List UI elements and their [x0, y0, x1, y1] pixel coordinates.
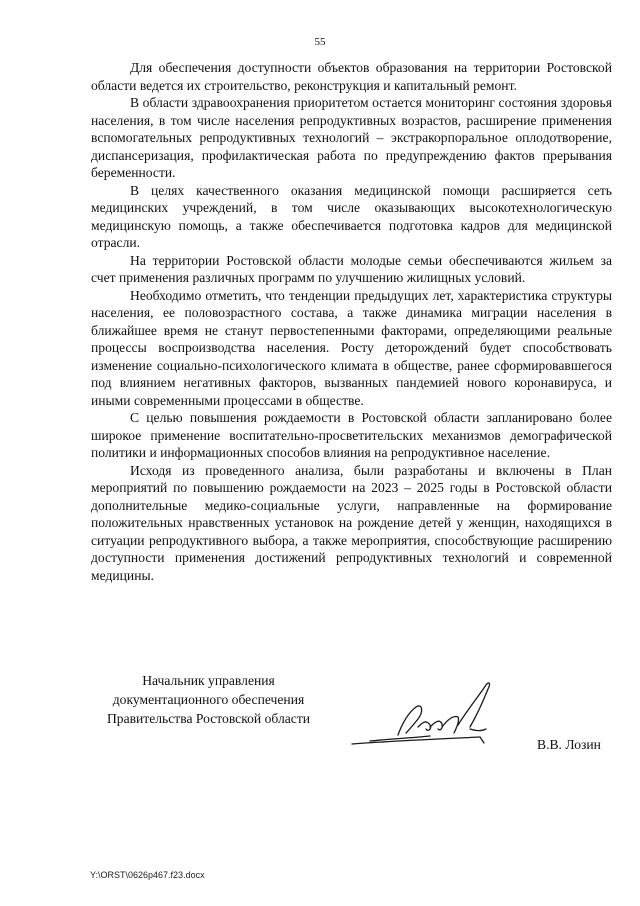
signatory-name: В.В. Лозин	[537, 737, 601, 752]
signatory-title-line: Начальник управления	[142, 673, 275, 688]
paragraph: Для обеспечения доступности объектов образования на территории Ростовской области ведется их строительство, реконструкция и капитальный ремонт.	[91, 60, 612, 93]
paragraph: На территории Ростовской области молодые семьи обеспечиваются жильем за счет применения различных программ по улучшению жилищных условий.	[91, 252, 612, 285]
paragraph: В области здравоохранения приоритетом остается мониторинг состояния здоровья населения, в том числе населения репродуктивных возрастов, расширение применения вспомогательных репродуктивных технологий – экстракорпоральное оплодотворение, диспансеризация, профилактическая работа по предупреждению фактов прерывания беременности.	[91, 95, 612, 180]
signatory-title-line: Правительства Ростовской области	[106, 710, 311, 726]
paragraph: Необходимо отметить, что тенденции предыдущих лет, характеристика структуры населения, ее половозрастного состава, а также динамика миграции населения в ближайшее время не станут первостепенными факторами, определяющими реальные процессы воспроизводства населения. Росту деторождений будет способствовать изменение социально-психологического климата в обществе, ранее сформировавшегося под влиянием негативных факторов, вызванных пандемией нового коронавируса, и иными современными процессами в обществе.	[91, 287, 612, 408]
paragraph: В целях качественного оказания медицинской помощи расширяется сеть медицинских учреждений, в том числе оказывающих высокотехнологическую медицинскую помощь, а также обеспечивается подготовка кадров для медицинской отрасли.	[91, 182, 612, 250]
file-path: Y:\ORST\0626p467.f23.docx	[90, 870, 205, 880]
signatory-title	[93, 672, 324, 728]
signature-block	[0, 669, 640, 752]
body-text	[91, 59, 612, 584]
page-number: 55	[314, 36, 326, 48]
handwritten-signature	[330, 669, 520, 749]
paragraph: Исходя из проведенного анализа, были разработаны и включены в План мероприятий по повышению рождаемости на 2023 – 2025 годы в Ростовской области дополнительные медико-социальные услуги, направленные на формирование положительных нравственных установок на рождение детей у женщин, находящихся в ситуации репродуктивного выбора, а также мероприятия, способствующие расширению доступности применения достижений репродуктивных технологий и современной медицины.	[91, 462, 612, 583]
paragraph: С целью повышения рождаемости в Ростовской области запланировано более широкое применение воспитательно-просветительских механизмов демографической политики и информационных способов влияния на репродуктивное население.	[91, 410, 612, 460]
signatory-title-line: документационного обеспечения	[112, 691, 305, 707]
